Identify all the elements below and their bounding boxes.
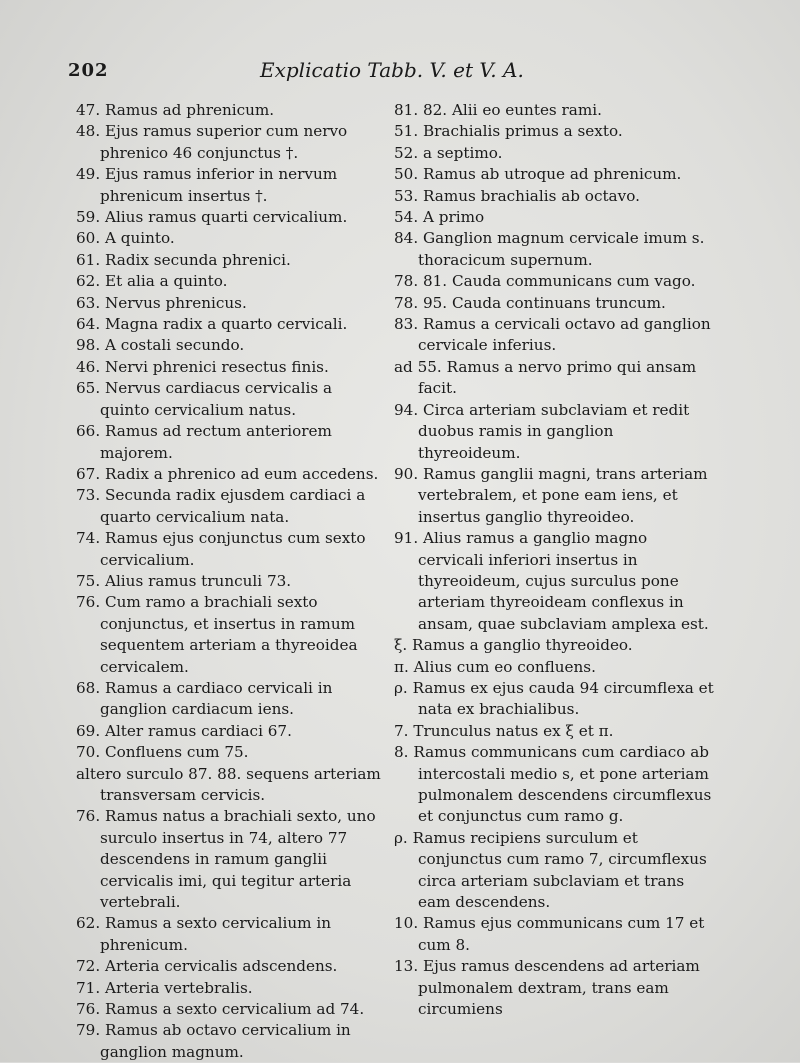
entry: 10. Ramus ejus communicans cum 17 et cum 8. [394,914,705,954]
entry: 83. Ramus a cervicali octavo ad ganglion cervicale inferius. [394,315,711,355]
entry: 62. Et alia a quinto. [76,272,228,291]
entry: 70. Confluens cum 75. [76,743,249,762]
entry: 66. Ramus ad rectum anteriorem majorem. [76,422,332,462]
entry: ρ. Ramus ex ejus cauda 94 circumflexa et nata ex brachialibus. [394,678,714,719]
entry: 98. A costali secundo. [76,336,245,355]
page-header [60,56,760,86]
left-column [76,100,386,1063]
entry: 59. Alius ramus quarti cervicalium. [76,208,348,227]
right-column [394,100,714,1020]
entry: 72. Arteria cervicalis adscendens. [76,957,338,976]
entry: 75. Alius ramus trunculi 73. [76,571,292,590]
entry: 67. Radix a phrenico ad eum accedens. [76,464,379,483]
entry: 94. Circa arteriam subclaviam et redit duobus ramis in ganglion thyreoideum. [394,400,690,462]
entry: ξ. Ramus a ganglio thyreoideo. [394,636,633,655]
entry: 53. Ramus brachialis ab octavo. [394,186,640,205]
entry: 7. Trunculus natus ex ξ et π. [394,721,614,740]
entry: 74. Ramus ejus conjunctus cum sexto cervicalium. [76,529,366,569]
entry: 63. Nervus phrenicus. [76,293,247,312]
entry: 71. Arteria vertebralis. [76,978,253,997]
entry: 49. Ejus ramus inferior in nervum phrenicum insertus †. [76,165,338,205]
entry: 90. Ramus ganglii magni, trans arteriam vertebralem, et pone eam iens, et insertus ganglio thyreoideo. [394,464,708,526]
entry: 64. Magna radix a quarto cervicali. [76,315,348,334]
entry: 78. 81. Cauda communicans cum vago. [394,272,696,291]
entry: 78. 95. Cauda continuans truncum. [394,293,666,312]
entry: 13. Ejus ramus descendens ad arteriam pulmonalem dextram, trans eam circumiens [394,957,700,1019]
entry: ρ. Ramus recipiens surculum et conjunctus cum ramo 7, circumflexus circa arteriam subclaviam et trans eam descendens. [394,828,707,912]
entry: 76. Ramus a sexto cervicalium ad 74. [76,1000,365,1019]
entry: 62. Ramus a sexto cervicalium in phrenicum. [76,914,332,954]
entry: 81. 82. Alii eo euntes rami. [394,101,602,119]
entry: 65. Nervus cardiacus cervicalis a quinto cervicalium natus. [76,379,333,419]
running-title: Explicatio Tabb. V. et V. A. [260,58,524,82]
entry: 61. Radix secunda phrenici. [76,250,291,269]
entry: 60. A quinto. [76,229,175,248]
entry: ad 55. Ramus a nervo primo qui ansam facit. [394,357,697,398]
entry: 52. a septimo. [394,143,503,162]
entry: 91. Alius ramus a ganglio magno cervicali inferiori insertus in thyreoideum, cujus surculus pone arteriam thyreoideam conflexus in ansam, quae subclaviam amplexa est. [394,529,709,633]
entry: 47. Ramus ad phrenicum. [76,101,275,119]
entry: 50. Ramus ab utroque ad phrenicum. [394,165,682,184]
entry: 46. Nervi phrenici resectus finis. [76,357,329,376]
entry-continuation: altero surculo 87. 88. sequens arteriam transversam cervicis. [76,764,381,804]
entry: 76. Ramus natus a brachiali sexto, uno surculo insertus in 74, altero 77 descendens in ramum ganglii cervicalis imi, qui tegitur arteria vertebrali. [76,807,376,912]
entry: 54. A primo [394,208,485,227]
entry: 68. Ramus a cardiaco cervicali in ganglion cardiacum iens. [76,678,333,719]
entry: 79. Ramus ab octavo cervicalium in ganglion magnum. [76,1021,351,1061]
entry: 48. Ejus ramus superior cum nervo phrenico 46 conjunctus †. [76,122,348,162]
entry: π. Alius cum eo confluens. [394,657,596,676]
entry: 76. Cum ramo a brachiali sexto conjunctus, et insertus in ramum sequentem arteriam a thyreoidea cervicalem. [76,593,358,676]
entry: 73. Secunda radix ejusdem cardiaci a quarto cervicalium nata. [76,486,366,526]
page-number: 202 [68,60,109,81]
entry: 69. Alter ramus cardiaci 67. [76,721,292,740]
entry: 84. Ganglion magnum cervicale imum s. thoracicum supernum. [394,229,705,269]
entry: 8. Ramus communicans cum cardiaco ab intercostali medio s, et pone arteriam pulmonalem descendens circumflexus et conjunctus cum ramo g. [394,743,712,826]
entry: 51. Brachialis primus a sexto. [394,122,623,141]
